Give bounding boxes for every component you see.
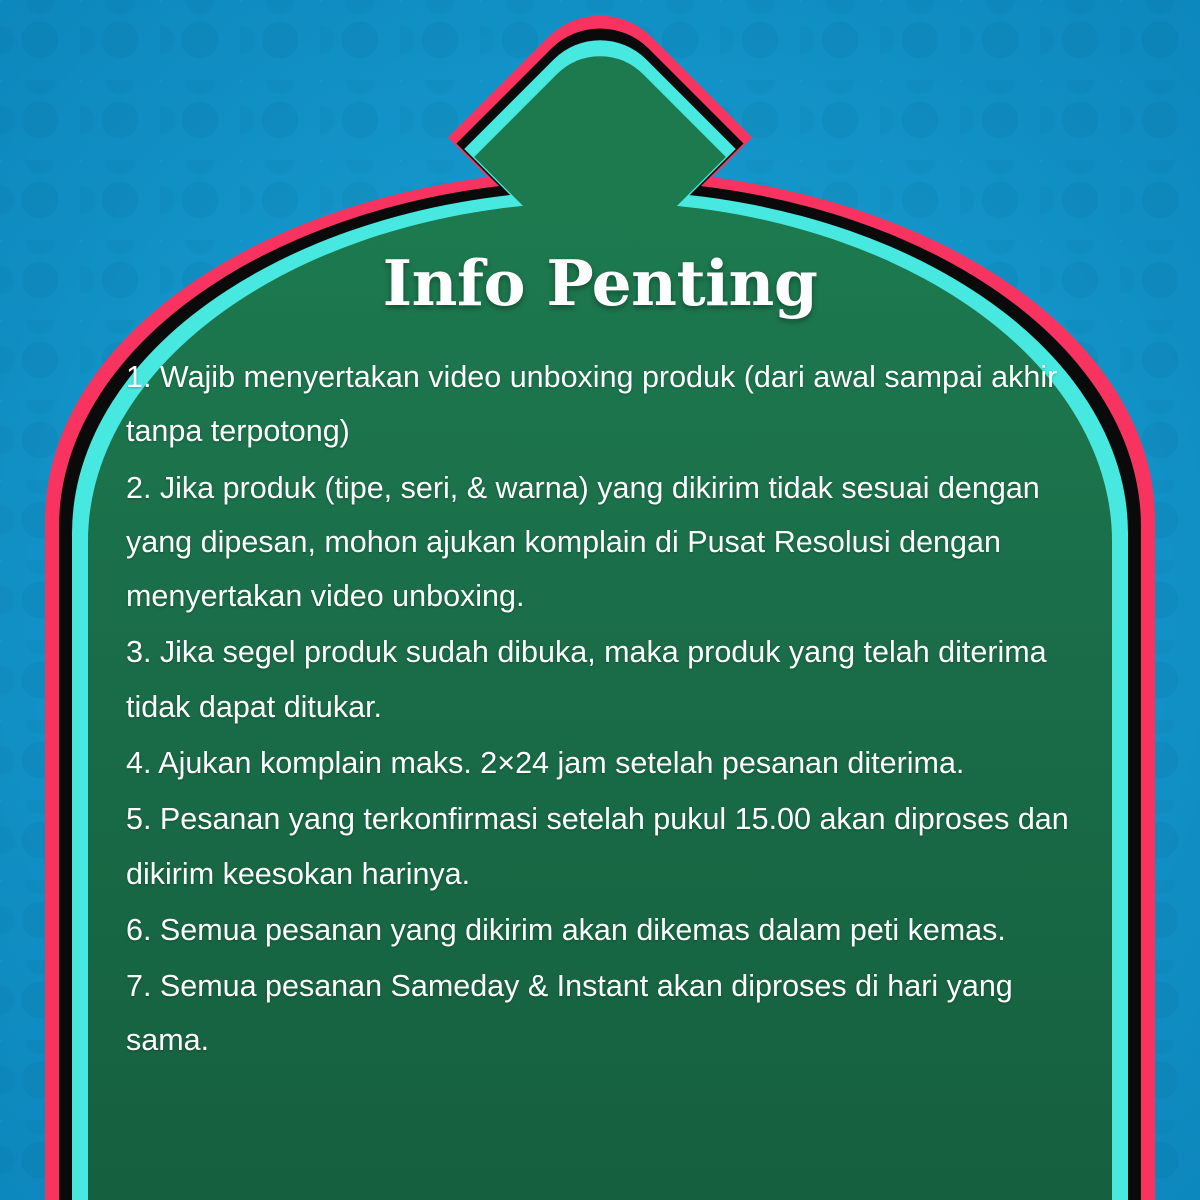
list-item: 5. Pesanan yang terkonfirmasi setelah pukul 15.00 akan diproses dan dikirim keesokan harinya. <box>126 802 1069 891</box>
list-item: 7. Semua pesanan Sameday & Instant akan diproses di hari yang sama. <box>126 969 1013 1058</box>
list-item: 4. Ajukan komplain maks. 2×24 jam setelah pesanan diterima. <box>126 745 965 780</box>
list-item: 3. Jika segel produk sudah dibuka, maka produk yang telah diterima tidak dapat ditukar. <box>126 635 1047 724</box>
rules-list <box>118 350 1082 1068</box>
list-item: 6. Semua pesanan yang dikirim akan dikemas dalam peti kemas. <box>126 912 1006 947</box>
list-item: 2. Jika produk (tipe, seri, & warna) yang dikirim tidak sesuai dengan yang dipesan, mohon ajukan komplain di Pusat Resolusi dengan menyertakan video unboxing. <box>126 470 1040 614</box>
list-item: 1. Wajib menyertakan video unboxing produk (dari awal sampai akhir tanpa terpotong) <box>126 360 1058 449</box>
card-content <box>90 222 1110 1200</box>
page-title: Info Penting <box>382 246 818 320</box>
